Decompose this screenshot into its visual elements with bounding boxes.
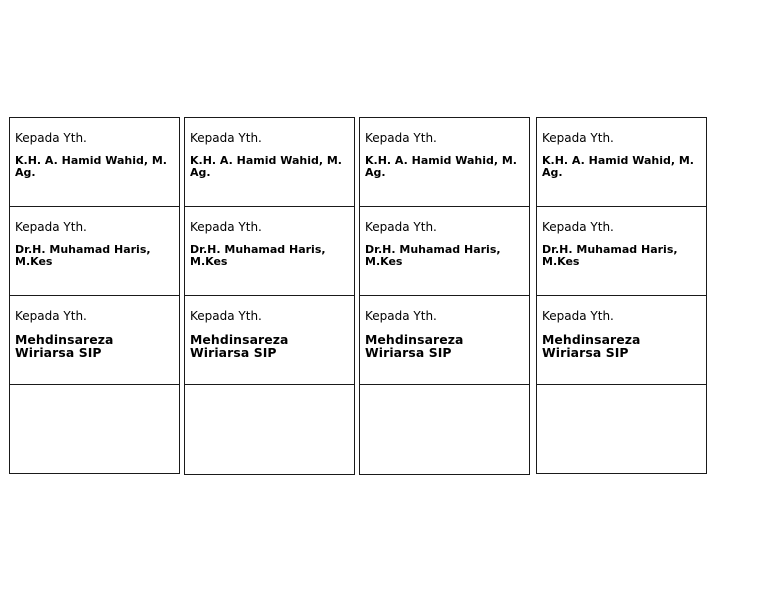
label-column bbox=[359, 117, 530, 475]
empty-label bbox=[536, 384, 707, 474]
label-recipient-name: Dr.H. Muhamad Haris, M.Kes bbox=[190, 243, 326, 268]
label-recipient-name: Mehdinsareza Wiriarsa SIP bbox=[190, 332, 289, 360]
address-label bbox=[359, 117, 530, 207]
label-recipient-name: K.H. A. Hamid Wahid, M. Ag. bbox=[542, 154, 694, 179]
empty-label bbox=[359, 384, 530, 475]
label-greeting: Kepada Yth. bbox=[15, 220, 87, 234]
label-greeting: Kepada Yth. bbox=[542, 220, 614, 234]
label-column bbox=[536, 117, 707, 474]
address-label bbox=[359, 295, 530, 385]
label-greeting: Kepada Yth. bbox=[15, 309, 87, 323]
label-recipient-name: Mehdinsareza Wiriarsa SIP bbox=[542, 332, 641, 360]
label-column bbox=[184, 117, 355, 475]
address-label bbox=[184, 295, 355, 385]
label-recipient-name: Dr.H. Muhamad Haris, M.Kes bbox=[365, 243, 501, 268]
label-column bbox=[9, 117, 180, 474]
address-label bbox=[184, 206, 355, 296]
address-label bbox=[9, 206, 180, 296]
label-greeting: Kepada Yth. bbox=[15, 131, 87, 145]
empty-label bbox=[9, 384, 180, 474]
address-label bbox=[9, 117, 180, 207]
label-greeting: Kepada Yth. bbox=[365, 220, 437, 234]
address-label bbox=[184, 117, 355, 207]
label-greeting: Kepada Yth. bbox=[190, 309, 262, 323]
empty-label bbox=[184, 384, 355, 475]
label-greeting: Kepada Yth. bbox=[190, 131, 262, 145]
address-label bbox=[9, 295, 180, 385]
label-greeting: Kepada Yth. bbox=[365, 309, 437, 323]
address-label bbox=[359, 206, 530, 296]
address-label bbox=[536, 117, 707, 207]
label-recipient-name: Dr.H. Muhamad Haris, M.Kes bbox=[542, 243, 678, 268]
label-recipient-name: Dr.H. Muhamad Haris, M.Kes bbox=[15, 243, 151, 268]
label-greeting: Kepada Yth. bbox=[190, 220, 262, 234]
address-label bbox=[536, 206, 707, 296]
label-greeting: Kepada Yth. bbox=[365, 131, 437, 145]
label-recipient-name: K.H. A. Hamid Wahid, M. Ag. bbox=[365, 154, 517, 179]
label-greeting: Kepada Yth. bbox=[542, 131, 614, 145]
label-greeting: Kepada Yth. bbox=[542, 309, 614, 323]
label-recipient-name: K.H. A. Hamid Wahid, M. Ag. bbox=[15, 154, 167, 179]
label-recipient-name: Mehdinsareza Wiriarsa SIP bbox=[365, 332, 464, 360]
address-label bbox=[536, 295, 707, 385]
label-recipient-name: K.H. A. Hamid Wahid, M. Ag. bbox=[190, 154, 342, 179]
label-recipient-name: Mehdinsareza Wiriarsa SIP bbox=[15, 332, 114, 360]
